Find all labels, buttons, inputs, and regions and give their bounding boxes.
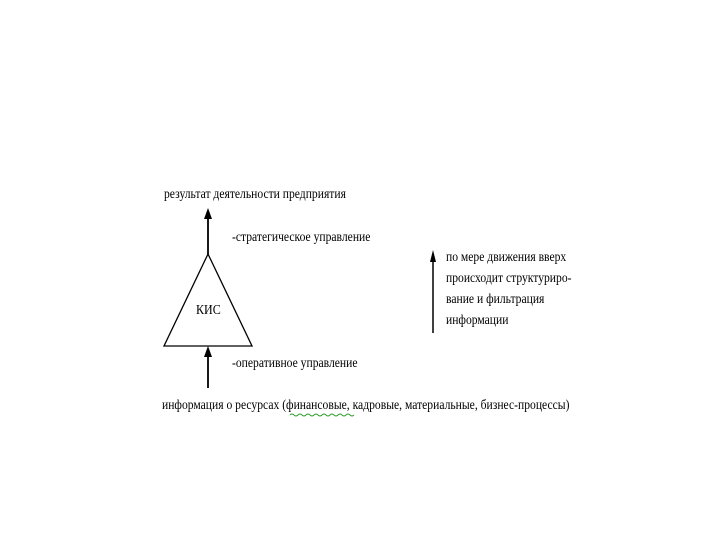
strategic-management-label: -стратегическое управление	[232, 229, 371, 244]
kis-label: КИС	[196, 303, 221, 318]
operational-management-label: -оперативное управление	[232, 355, 358, 370]
side-note-line-3: вание и фильтрация	[446, 291, 545, 306]
spellcheck-squiggle	[290, 414, 354, 416]
bottom-resources-label: информация о ресурсах (финансовые, кадровые, материальные, бизнес-процессы)	[162, 397, 570, 412]
kis-triangle	[164, 254, 252, 346]
lower-arrow-head	[204, 346, 212, 357]
side-note-line-4: информации	[446, 312, 509, 327]
top-result-label: результат деятельности предприятия	[164, 186, 346, 201]
side-note-line-1: по мере движения вверх	[446, 249, 567, 264]
side-note-line-2: происходит структуриро-	[446, 270, 572, 285]
upper-arrow-head	[204, 208, 212, 219]
side-arrow-head	[430, 250, 436, 262]
